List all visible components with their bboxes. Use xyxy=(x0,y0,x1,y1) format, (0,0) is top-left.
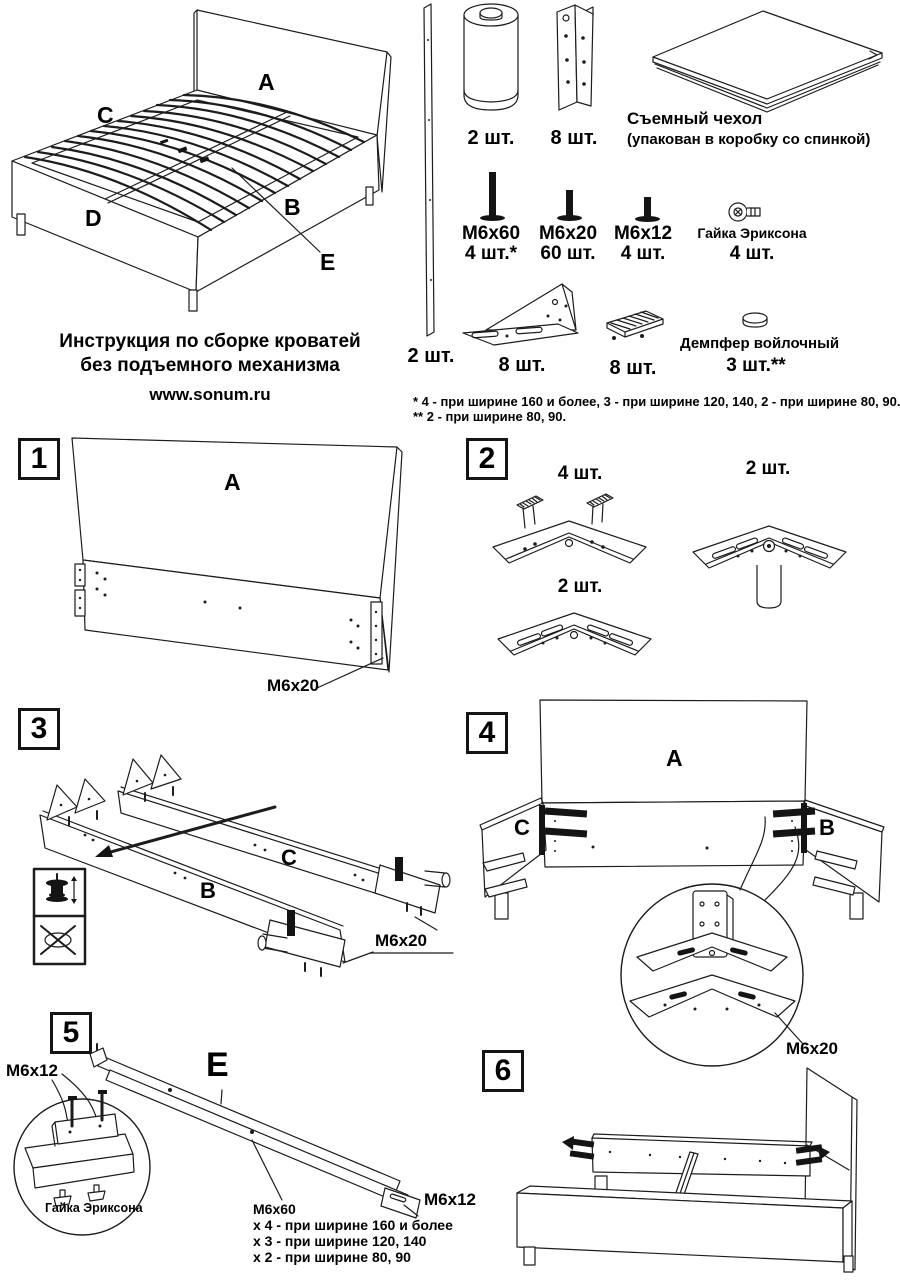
part-bolt-m6x60-drawing xyxy=(478,170,508,224)
overview-bed-drawing xyxy=(0,0,410,330)
step-1-number: 1 xyxy=(18,438,60,480)
step-4-panel-label: A xyxy=(666,745,683,771)
step-5-bolt-right-label: M6x12 xyxy=(424,1190,476,1209)
part-corner-plate-qty: 8 шт. xyxy=(498,354,546,376)
step-6-number: 6 xyxy=(482,1050,524,1092)
step-4-rail-c-label: C xyxy=(514,815,530,840)
step-2-leg-assy-qty: 2 шт. xyxy=(745,458,791,479)
step-5-center-bolt-label: M6x60 xyxy=(253,1201,296,1217)
part-erikson-nut-drawing xyxy=(727,200,767,224)
part-nut-qty: 4 шт. xyxy=(729,243,775,264)
part-cover-title: Съемный чехол xyxy=(627,109,763,128)
part-corner-plate-drawing xyxy=(460,278,588,354)
part-slat-qty: 2 шт. xyxy=(407,345,455,367)
footnote-1: * 4 - при ширине 160 и более, 3 - при ширине 120, 140, 2 - при ширине 80, 90. xyxy=(413,394,900,409)
part-m6x60-label: M6x60 xyxy=(461,223,521,244)
step-5-nut-label: Гайка Эриксона xyxy=(45,1201,143,1215)
overview-label-b: B xyxy=(284,194,301,220)
overview-label-e: E xyxy=(320,249,336,275)
step-3-legend-icons xyxy=(33,868,87,968)
footnotes xyxy=(413,395,900,424)
step-5-option-160: x 4 - при ширине 160 и более xyxy=(253,1217,453,1233)
no-gap-icon xyxy=(41,926,75,954)
leg-screw-fully-icon xyxy=(46,874,77,904)
part-pad-qty: 8 шт. xyxy=(609,357,657,379)
step-3-rail-b-label: B xyxy=(200,878,216,903)
title-line2: без подъемного механизма xyxy=(80,355,340,376)
step-4-number: 4 xyxy=(466,712,508,754)
part-angle-bracket-qty: 8 шт. xyxy=(550,127,598,149)
step-2-damper-qty: 4 шт. xyxy=(557,463,603,484)
overview-label-c: C xyxy=(97,102,114,128)
step-4-rail-b-label: B xyxy=(819,815,835,840)
step-2-leg-plate-drawing xyxy=(680,515,860,617)
part-cover-note: (упакован в коробку со спинкой) xyxy=(627,131,871,148)
part-bolt-m6x20-drawing xyxy=(555,186,585,224)
part-leg-drawing xyxy=(460,2,522,122)
overview-label-a: A xyxy=(258,69,275,95)
part-m6x12-label: M6x12 xyxy=(613,223,673,244)
step-1-bolt-label: M6x20 xyxy=(267,676,319,695)
step-2-number: 2 xyxy=(466,438,508,480)
step-5-bolt-left-label: M6x12 xyxy=(6,1061,58,1080)
part-cover-drawing xyxy=(645,5,890,115)
footnote-2: ** 2 - при ширине 80, 90. xyxy=(413,408,567,424)
step-3-bolt-label: M6x20 xyxy=(375,931,427,950)
step-5-option-120: x 3 - при ширине 120, 140 xyxy=(253,1233,427,1249)
step-1-panel-label: A xyxy=(224,469,241,495)
step-6-drawing xyxy=(500,1060,900,1280)
part-pad-drawing xyxy=(600,306,668,348)
part-damper-drawing xyxy=(740,310,772,330)
step-5-option-80: x 2 - при ширине 80, 90 xyxy=(253,1249,411,1265)
step-3-number: 3 xyxy=(18,708,60,750)
step-5-beam-label: E xyxy=(206,1046,229,1084)
website-link: www.sonum.ru xyxy=(149,385,271,404)
part-bolt-m6x12-drawing xyxy=(633,192,663,224)
part-m6x12-qty: 4 шт. xyxy=(620,243,666,264)
part-m6x60-qty: 4 шт.* xyxy=(465,243,517,264)
part-m6x20-qty: 60 шт. xyxy=(540,243,596,264)
part-nut-label: Гайка Эриксона xyxy=(697,225,807,241)
step-5-number: 5 xyxy=(50,1012,92,1054)
step-2-damper-plate-drawing xyxy=(485,492,655,574)
step-4-bolt-label: M6x20 xyxy=(786,1039,838,1058)
step-2-plate-drawing xyxy=(485,600,665,668)
overview-label-d: D xyxy=(85,205,102,231)
step-5-bolt-options xyxy=(253,1201,453,1265)
part-slat-drawing xyxy=(412,0,457,345)
part-damper-qty: 3 шт.** xyxy=(726,355,786,376)
title-line1: Инструкция по сборке кроватей xyxy=(59,331,361,352)
step-2-plate-qty: 2 шт. xyxy=(557,576,603,597)
page-title xyxy=(15,330,405,378)
part-m6x20-label: M6x20 xyxy=(538,223,598,244)
step-3-drawing xyxy=(25,745,470,995)
step-3-rail-c-label: C xyxy=(281,845,297,870)
part-damper-label: Демпфер войлочный xyxy=(680,335,840,352)
part-leg-qty: 2 шт. xyxy=(467,127,515,149)
part-angle-bracket-drawing xyxy=(545,2,603,117)
